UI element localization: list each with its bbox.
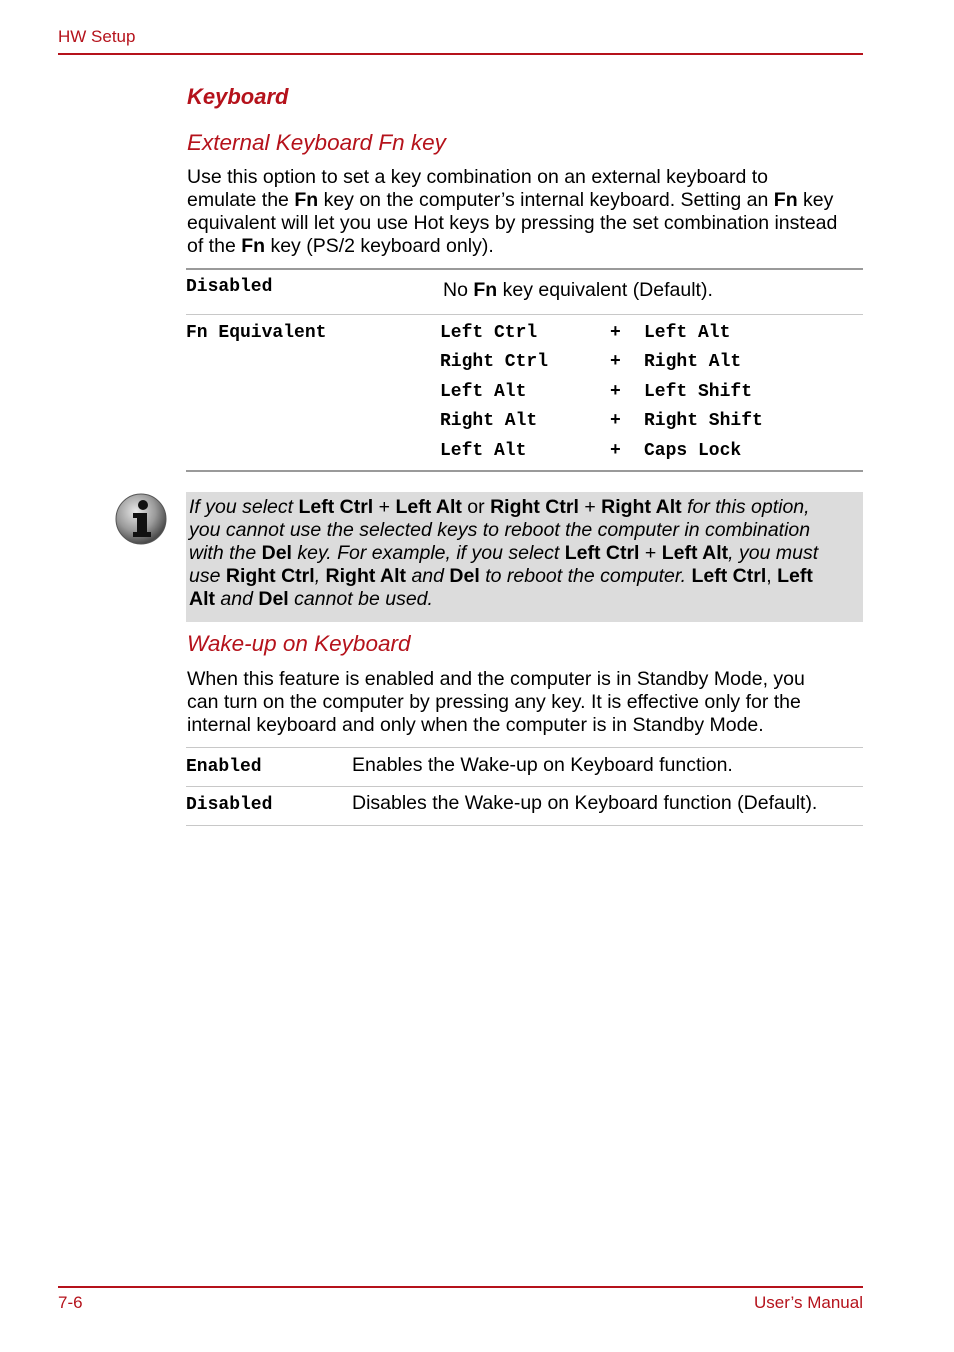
note-line: Alt and Del cannot be used. xyxy=(189,588,433,610)
table-bottom-rule xyxy=(186,470,863,472)
table-row-rule xyxy=(186,314,863,315)
table-row-rule xyxy=(186,786,863,787)
running-header: HW Setup xyxy=(58,27,136,46)
footer-rule xyxy=(58,1286,863,1288)
option-label-disabled: Disabled xyxy=(186,795,273,815)
page-number: 7-6 xyxy=(58,1293,83,1312)
paragraph-line: Use this option to set a key combination on an external keyboard to xyxy=(187,166,769,188)
header-rule xyxy=(58,53,863,55)
note-line: use Right Ctrl, Right Alt and Del to reboot the computer. Left Ctrl, Left xyxy=(189,565,813,587)
key-combo-row xyxy=(440,323,860,345)
subsection-title-fn-key: External Keyboard Fn key xyxy=(187,130,446,155)
paragraph-line: can turn on the computer by pressing any key. It is effective only for the xyxy=(187,691,801,713)
option-desc-enabled: Enables the Wake-up on Keyboard function. xyxy=(352,754,733,776)
combo-right-key: Caps Lock xyxy=(644,441,742,461)
info-icon xyxy=(114,492,168,546)
combo-right-key: Right Shift xyxy=(644,411,763,431)
option-desc-disabled: No Fn key equivalent (Default). xyxy=(443,279,713,301)
paragraph-line: emulate the Fn key on the computer’s internal keyboard. Setting an Fn key xyxy=(187,189,834,211)
combo-left-key: Right Ctrl xyxy=(440,352,549,372)
combo-plus: + xyxy=(610,352,621,372)
combo-plus: + xyxy=(610,411,621,431)
key-combo-row xyxy=(440,382,860,404)
option-desc-disabled: Disables the Wake-up on Keyboard function (Default). xyxy=(352,792,818,814)
combo-left-key: Left Alt xyxy=(440,441,527,461)
note-line: you cannot use the selected keys to reboot the computer in combination xyxy=(189,519,811,541)
option-label-disabled: Disabled xyxy=(186,277,273,297)
combo-right-key: Left Shift xyxy=(644,382,753,402)
option-label-fn-equivalent: Fn Equivalent xyxy=(186,323,327,343)
manual-title: User’s Manual xyxy=(754,1293,863,1312)
combo-right-key: Left Alt xyxy=(644,323,731,343)
combo-plus: + xyxy=(610,382,621,402)
combo-plus: + xyxy=(610,323,621,343)
table-top-rule xyxy=(186,747,863,748)
combo-right-key: Right Alt xyxy=(644,352,742,372)
fn-key-paragraph xyxy=(187,166,867,258)
paragraph-line: internal keyboard and only when the computer is in Standby Mode. xyxy=(187,714,764,736)
section-title: Keyboard xyxy=(187,84,289,109)
wakeup-paragraph xyxy=(187,668,867,737)
paragraph-line: When this feature is enabled and the computer is in Standby Mode, you xyxy=(187,668,805,690)
note-line: with the Del key. For example, if you select Left Ctrl + Left Alt, you must xyxy=(189,542,819,564)
paragraph-line: of the Fn key (PS/2 keyboard only). xyxy=(187,235,494,257)
key-combo-row xyxy=(440,411,860,433)
combo-plus: + xyxy=(610,441,621,461)
table-bottom-rule xyxy=(186,825,863,826)
key-combo-row xyxy=(440,352,860,374)
combo-left-key: Right Alt xyxy=(440,411,538,431)
paragraph-line: equivalent will let you use Hot keys by pressing the set combination instead xyxy=(187,212,838,234)
table-top-rule xyxy=(186,268,863,270)
combo-left-key: Left Alt xyxy=(440,382,527,402)
note-text xyxy=(189,496,857,611)
combo-left-key: Left Ctrl xyxy=(440,323,538,343)
note-line: If you select Left Ctrl + Left Alt or Right Ctrl + Right Alt for this option, xyxy=(189,496,810,518)
subsection-title-wakeup: Wake-up on Keyboard xyxy=(187,631,411,656)
key-combo-row xyxy=(440,441,860,463)
option-label-enabled: Enabled xyxy=(186,757,262,777)
